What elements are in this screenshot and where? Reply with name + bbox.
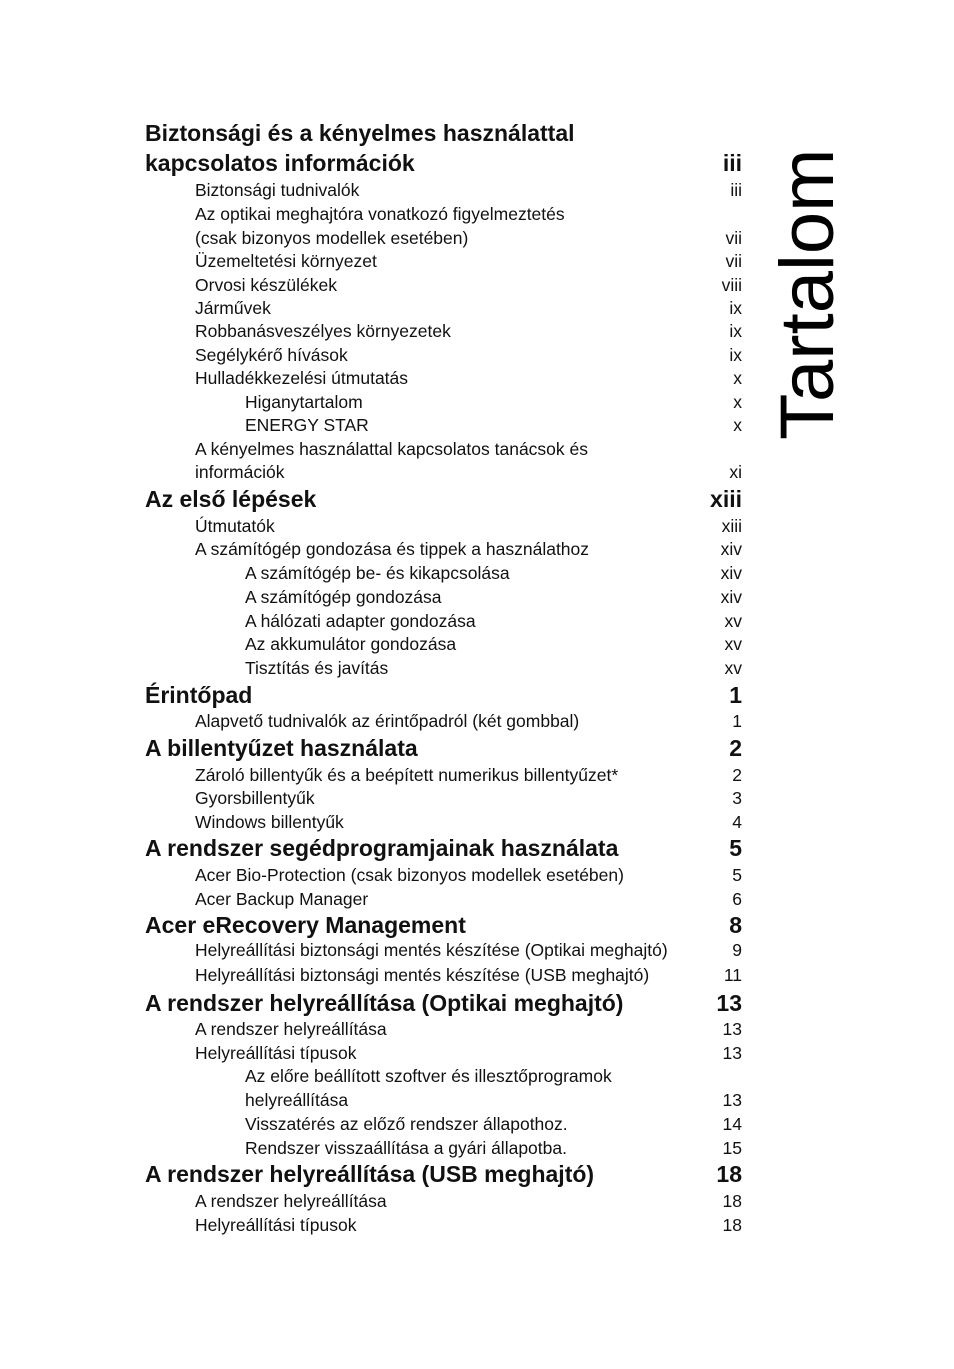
toc-page-number: 2	[729, 735, 742, 761]
toc-line	[0, 461, 954, 483]
toc-page-number: 6	[732, 889, 742, 909]
toc-line	[0, 150, 954, 176]
toc-page-number: iii	[722, 150, 742, 176]
toc-entry-title: Windows billentyűk	[195, 812, 344, 832]
toc-entry-title: információk	[195, 462, 285, 482]
toc-page-number: 11	[723, 965, 742, 985]
toc-page-number: 18	[716, 1161, 742, 1187]
toc-entry-title: Orvosi készülékek	[195, 275, 337, 295]
toc-page-number: 18	[722, 1191, 742, 1211]
toc-entry-title: helyreállítása	[245, 1090, 349, 1110]
toc-page-number: x	[733, 368, 742, 388]
toc-page-number: 3	[732, 788, 742, 808]
toc-entry-title: Rendszer visszaállítása a gyári állapotba.	[245, 1138, 567, 1158]
toc-line	[0, 367, 954, 389]
toc-line	[0, 538, 954, 560]
toc-line	[0, 203, 954, 225]
toc-line	[0, 888, 954, 910]
toc-page-number: 13	[722, 1090, 742, 1110]
toc-entry-title: Alapvető tudnivalók az érintőpadról (két gombbal)	[195, 711, 580, 731]
toc-page-number: viii	[721, 275, 742, 295]
toc-line	[0, 120, 954, 146]
toc-line	[0, 391, 954, 413]
toc-page-number: xi	[729, 462, 742, 482]
toc-entry-title: Acer eRecovery Management	[145, 912, 466, 938]
toc-page-number: 5	[732, 865, 742, 885]
toc-line	[0, 1065, 954, 1087]
toc-page-number: ix	[729, 298, 742, 318]
toc-line	[0, 633, 954, 655]
toc-entry-title: Útmutatók	[195, 516, 275, 536]
toc-line	[0, 610, 954, 632]
toc-line	[0, 1042, 954, 1064]
toc-page-number: xv	[724, 611, 742, 631]
side-title: Tartalom	[765, 148, 850, 440]
toc-line	[0, 657, 954, 679]
toc-line	[0, 414, 954, 436]
toc-line	[0, 682, 954, 708]
toc-page-number: vii	[725, 251, 742, 271]
toc-page-number: xiv	[720, 587, 742, 607]
toc-page-number: 13	[722, 1043, 742, 1063]
toc-page-number: xv	[724, 658, 742, 678]
toc-entry-title: Acer Backup Manager	[195, 889, 369, 909]
toc-page-number: xiii	[710, 486, 742, 512]
toc-page-number: 14	[722, 1114, 742, 1134]
toc-line	[0, 1190, 954, 1212]
toc-entry-title: Az előre beállított szoftver és illesztőprogramok	[245, 1066, 612, 1086]
toc-line	[0, 344, 954, 366]
toc-entry-title: kapcsolatos információk	[145, 150, 415, 176]
toc-line	[0, 438, 954, 460]
toc-line	[0, 1214, 954, 1236]
toc-entry-title: Biztonsági és a kényelmes használattal	[145, 120, 575, 146]
toc-line	[0, 990, 954, 1016]
toc-line	[0, 515, 954, 537]
toc-entry-title: A rendszer helyreállítása	[195, 1191, 387, 1211]
toc-entry-title: A számítógép be- és kikapcsolása	[245, 563, 510, 583]
toc-entry-title: A kényelmes használattal kapcsolatos tanácsok és	[195, 439, 588, 459]
toc-line	[0, 764, 954, 786]
toc-line	[0, 586, 954, 608]
toc-page-number: 15	[722, 1138, 742, 1158]
toc-entry-title: A hálózati adapter gondozása	[245, 611, 476, 631]
toc-line	[0, 1113, 954, 1135]
toc-line	[0, 486, 954, 512]
toc-page-number: ix	[729, 321, 742, 341]
toc-page-number: 4	[732, 812, 742, 832]
toc-line	[0, 835, 954, 861]
toc-entry-title: Gyorsbillentyűk	[195, 788, 315, 808]
toc-page-number: 1	[732, 711, 742, 731]
toc-page-number: xv	[724, 634, 742, 654]
toc-entry-title: Tisztítás és javítás	[245, 658, 389, 678]
toc-entry-title: A számítógép gondozása és tippek a használathoz	[195, 539, 590, 559]
toc-line	[0, 1161, 954, 1187]
toc-entry-title: Acer Bio-Protection (csak bizonyos modellek esetében)	[195, 865, 624, 885]
toc-entry-title: Helyreállítási típusok	[195, 1043, 357, 1063]
toc-page-number: 9	[732, 940, 742, 960]
toc-entry-title: A rendszer helyreállítása	[195, 1019, 387, 1039]
toc-line	[0, 1018, 954, 1040]
toc-page-number: xiv	[720, 539, 742, 559]
toc-page-number: 18	[722, 1215, 742, 1235]
toc-page-number: x	[733, 415, 742, 435]
toc-line	[0, 787, 954, 809]
toc-line	[0, 964, 954, 986]
toc-page-number: 1	[729, 682, 742, 708]
toc-line	[0, 811, 954, 833]
toc-page-number: 5	[729, 835, 742, 861]
toc-entry-title: A rendszer helyreállítása (Optikai meghajtó)	[145, 990, 624, 1016]
toc-line	[0, 1089, 954, 1111]
toc-entry-title: Zároló billentyűk és a beépített numerikus billentyűzet*	[195, 765, 619, 785]
toc-line	[0, 227, 954, 249]
toc-entry-title: A rendszer helyreállítása (USB meghajtó)	[145, 1161, 595, 1187]
toc-page-number: 2	[732, 765, 742, 785]
toc-line	[0, 274, 954, 296]
toc-line	[0, 562, 954, 584]
toc-page-number: 13	[716, 990, 742, 1016]
toc-line	[0, 179, 954, 201]
toc-line	[0, 912, 954, 938]
toc-entry-title: Üzemeltetési környezet	[195, 251, 377, 271]
toc-page-number: x	[733, 392, 742, 412]
toc-line	[0, 710, 954, 732]
toc-entry-title: Biztonsági tudnivalók	[195, 180, 360, 200]
toc-page-number: xiii	[721, 516, 742, 536]
toc-entry-title: (csak bizonyos modellek esetében)	[195, 228, 469, 248]
toc-entry-title: Hulladékkezelési útmutatás	[195, 368, 409, 388]
toc-entry-title: Járművek	[195, 298, 271, 318]
toc-page-number: 13	[722, 1019, 742, 1039]
toc-line	[0, 320, 954, 342]
toc-entry-title: Robbanásveszélyes környezetek	[195, 321, 451, 341]
toc-entry-title: ENERGY STAR	[245, 415, 369, 435]
toc-entry-title: Az optikai meghajtóra vonatkozó figyelmeztetés	[195, 204, 565, 224]
toc-entry-title: Helyreállítási biztonsági mentés készítése (Optikai meghajtó)	[195, 940, 668, 960]
toc-page-number: vii	[725, 228, 742, 248]
toc-entry-title: Érintőpad	[145, 682, 253, 708]
toc-page-number: ix	[729, 345, 742, 365]
toc-line	[0, 297, 954, 319]
toc-entry-title: Segélykérő hívások	[195, 345, 348, 365]
toc-line	[0, 250, 954, 272]
toc-entry-title: A rendszer segédprogramjainak használata	[145, 835, 619, 861]
toc-entry-title: A számítógép gondozása	[245, 587, 442, 607]
toc-line	[0, 1137, 954, 1159]
toc-line	[0, 939, 954, 961]
toc-entry-title: Helyreállítási típusok	[195, 1215, 357, 1235]
toc-page-number: iii	[730, 180, 742, 200]
toc-line	[0, 735, 954, 761]
toc-entry-title: Helyreállítási biztonsági mentés készítése (USB meghajtó)	[195, 965, 650, 985]
toc-entry-title: Az első lépések	[145, 486, 317, 512]
toc-entry-title: A billentyűzet használata	[145, 735, 418, 761]
toc-page-number: 8	[729, 912, 742, 938]
toc-entry-title: Visszatérés az előző rendszer állapothoz.	[245, 1114, 568, 1134]
toc-entry-title: Az akkumulátor gondozása	[245, 634, 457, 654]
toc-line	[0, 864, 954, 886]
toc-page-number: xiv	[720, 563, 742, 583]
toc-entry-title: Higanytartalom	[245, 392, 363, 412]
